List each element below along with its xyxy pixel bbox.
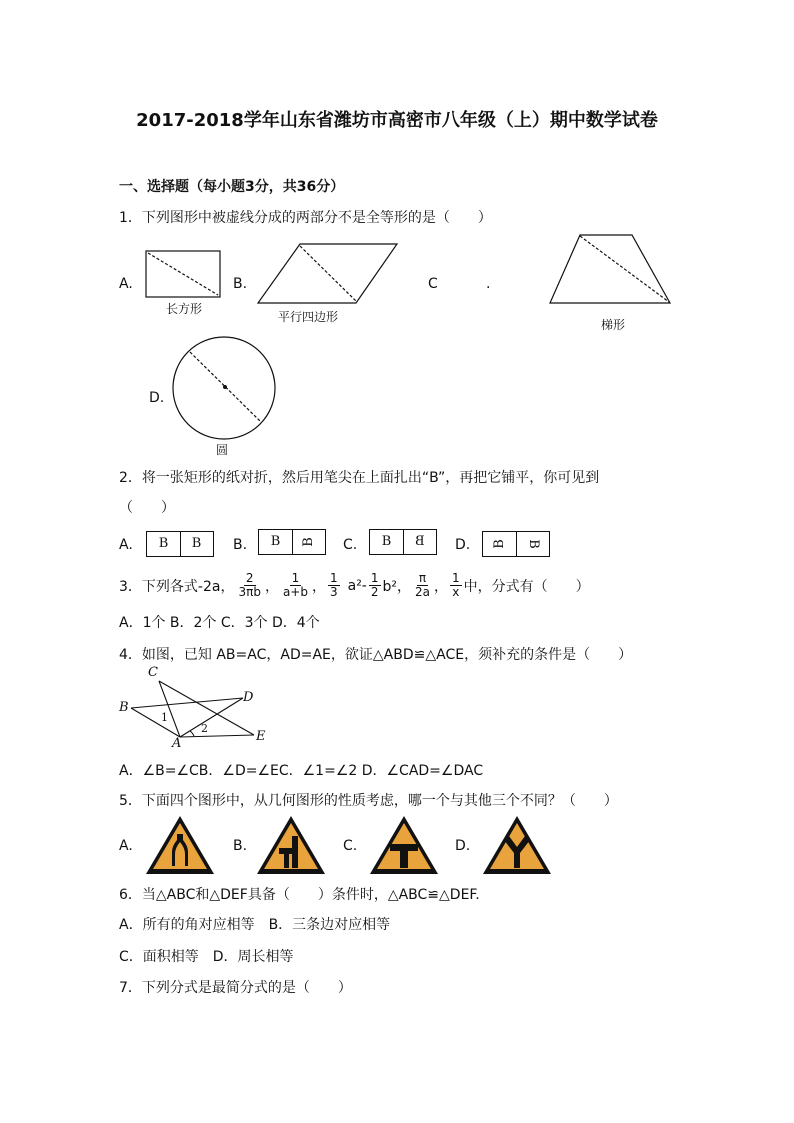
q1-caption-trapezoid: 梯形 bbox=[601, 318, 626, 332]
q3-suffix: 中，分式有（ ） bbox=[463, 578, 590, 595]
q5-option-b-label: B. bbox=[233, 838, 248, 854]
q6-options-line-1: A．所有的角对应相等 B．三条边对应相等 bbox=[119, 917, 391, 933]
q2-b-right-letter: B bbox=[300, 537, 316, 547]
q5-option-c-label: C. bbox=[343, 838, 358, 854]
q2-option-c-label: C. bbox=[343, 537, 358, 553]
q3-fraction-3: $\frac{1}{3}$ bbox=[329, 571, 338, 599]
question-2-paren: （ ） bbox=[119, 500, 175, 516]
q2-d-left-letter: B bbox=[491, 539, 507, 549]
q4-angle-1-label: 1 bbox=[161, 711, 168, 724]
q2-d-right-letter: B bbox=[525, 539, 541, 549]
q3-comma-1: ， bbox=[264, 578, 279, 595]
q3-prefix: 3．下列各式-2a， bbox=[119, 578, 235, 595]
q3-comma-3: ， bbox=[434, 578, 448, 595]
q3-options: A．1个 B．2个 C．3个 D．4个 bbox=[119, 615, 320, 631]
q4-label-B: B bbox=[119, 700, 129, 715]
q1-caption-parallelogram: 平行四边形 bbox=[278, 310, 339, 324]
q3-fraction-6: $\frac{1}{x}$ bbox=[452, 571, 460, 599]
q4-options: A．∠B=∠CB．∠D=∠EC．∠1=∠2 D．∠CAD=∠DAC bbox=[119, 763, 484, 779]
question-4-stem: 4．如图，已知 AB=AC，AD=AE，欲证△ABD≌△ACE，须补充的条件是（ ） bbox=[119, 647, 633, 663]
q2-a-right-letter: B bbox=[191, 536, 202, 551]
q1-option-d-label: D. bbox=[149, 390, 165, 406]
q1-caption-rectangle: 长方形 bbox=[166, 302, 203, 316]
q1-caption-circle: 圆 bbox=[216, 443, 229, 457]
q3-comma-2: ， bbox=[311, 578, 326, 595]
q5-sign-d bbox=[483, 816, 551, 874]
q5-sign-a bbox=[146, 816, 214, 874]
question-2-stem: 2．将一张矩形的纸对折，然后用笔尖在上面扎出“B”，再把它铺平，你可见到 bbox=[119, 470, 600, 486]
question-7-stem: 7．下列分式是最简分式的是（ ） bbox=[119, 980, 352, 996]
q3-fraction-1: $\frac{2}{3\pi b}$ bbox=[238, 571, 261, 599]
q5-option-d-label: D. bbox=[455, 838, 471, 854]
question-1-stem: 1．下列图形中被虚线分成的两部分不是全等形的是（ ） bbox=[119, 210, 492, 226]
q1-option-a-label: A. bbox=[119, 276, 133, 292]
q1-option-c-dot: . bbox=[486, 276, 491, 292]
q2-option-b-label: B. bbox=[233, 537, 248, 553]
q2-option-a-label: A. bbox=[119, 537, 133, 553]
q3-fraction-5: $\frac{\pi}{2a}$ bbox=[415, 571, 430, 599]
q2-b-left-letter: B bbox=[270, 534, 281, 549]
section-heading: 一、选择题（每小题3分，共36分） bbox=[119, 179, 345, 195]
q4-label-E: E bbox=[256, 729, 266, 744]
q4-label-A: A bbox=[172, 736, 182, 751]
q3-mid-expression: a²- bbox=[347, 577, 367, 594]
q1-option-c-label: C bbox=[428, 276, 438, 292]
q2-a-left-letter: B bbox=[158, 536, 169, 551]
q4-label-C: C bbox=[148, 665, 158, 680]
q6-options-line-2: C．面积相等 D．周长相等 bbox=[119, 949, 294, 965]
question-5-stem: 5．下面四个图形中，从几何图形的性质考虑，哪一个与其他三个不同？（ ） bbox=[119, 793, 618, 809]
q5-option-a-label: A. bbox=[119, 838, 133, 854]
q3-fraction-2: $\frac{1}{a+b}$ bbox=[282, 571, 308, 599]
page-title: 2017-2018学年山东省潍坊市高密市八年级（上）期中数学试卷 bbox=[136, 110, 658, 131]
q5-sign-b bbox=[257, 816, 325, 874]
q3-fraction-4: $\frac{1}{2}$ bbox=[370, 571, 379, 599]
q5-sign-c bbox=[370, 816, 438, 874]
q2-c-left-letter: B bbox=[381, 534, 392, 549]
q3-mid-expression-2: b²， bbox=[382, 578, 411, 595]
q2-c-right-letter: B bbox=[414, 534, 425, 549]
question-6-stem: 6．当△ABC和△DEF具备（ ）条件时，△ABC≌△DEF. bbox=[119, 887, 480, 903]
q2-option-d-label: D. bbox=[455, 537, 471, 553]
q4-label-D: D bbox=[243, 690, 254, 705]
q4-angle-2-label: 2 bbox=[201, 722, 208, 735]
q1-option-b-label: B. bbox=[233, 276, 248, 292]
